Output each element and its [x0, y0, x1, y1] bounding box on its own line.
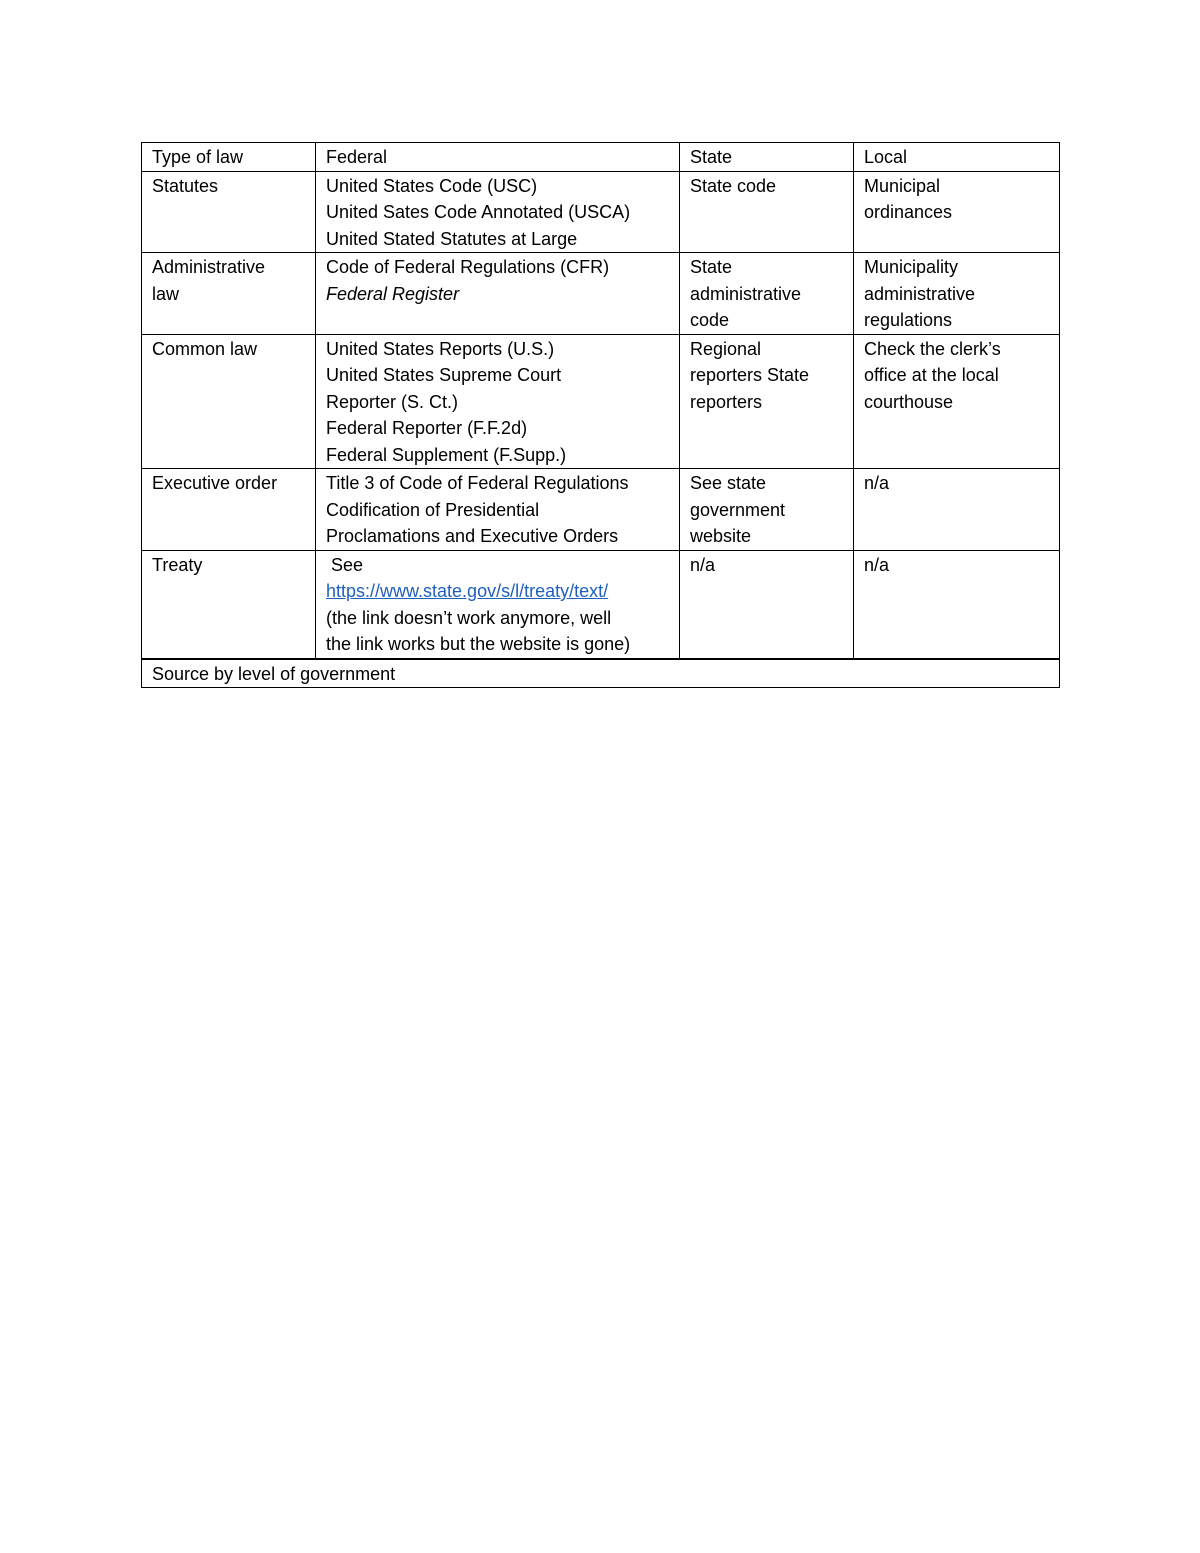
cell-line: n/a	[690, 554, 716, 575]
cell-line: Treaty	[152, 554, 203, 575]
cell-line: See state	[690, 473, 767, 493]
cell-state	[680, 171, 854, 253]
cell-type	[142, 171, 316, 253]
table-row	[142, 550, 1060, 659]
cell-line: Federal Reporter (F.F.2d)	[326, 418, 528, 438]
cell-line: ordinances	[864, 202, 953, 222]
table-caption: Source by level of government	[142, 659, 1060, 688]
cell-line: n/a	[864, 473, 890, 493]
cell-line: the link works but the website is gone)	[326, 634, 631, 654]
table-row	[142, 253, 1060, 335]
cell-line: Reporter (S. Ct.)	[326, 391, 459, 412]
cell-type	[142, 550, 316, 659]
cell-state	[680, 550, 854, 659]
cell-line: Code of Federal Regulations (CFR)	[326, 257, 610, 277]
cell-federal	[316, 253, 680, 335]
cell-line: Executive order	[152, 473, 278, 493]
cell-line: Check the clerk’s	[864, 338, 1001, 359]
cell-line: administrative	[690, 283, 802, 304]
cell-line-italic: Federal Register	[326, 283, 460, 304]
cell-type	[142, 253, 316, 335]
cell-type	[142, 334, 316, 469]
cell-line: Common law	[152, 338, 258, 359]
cell-line: United States Reports (U.S.)	[326, 338, 555, 359]
cell-line: law	[152, 283, 180, 304]
cell-type	[142, 469, 316, 551]
cell-line: website	[690, 526, 752, 546]
cell-line: United States Code (USC)	[326, 175, 538, 196]
cell-federal	[316, 550, 680, 659]
cell-state	[680, 334, 854, 469]
cell-federal	[316, 469, 680, 551]
cell-line: Administrative	[152, 257, 266, 277]
header-state: State	[680, 143, 854, 172]
cell-line: Proclamations and Executive Orders	[326, 526, 619, 546]
cell-line: code	[690, 310, 730, 330]
cell-federal	[316, 334, 680, 469]
cell-line: United Stated Statutes at Large	[326, 228, 578, 249]
cell-line: Title 3 of Code of Federal Regulations	[326, 473, 629, 493]
cell-local	[854, 171, 1060, 253]
table-header-row	[142, 143, 1060, 172]
cell-local	[854, 334, 1060, 469]
cell-state	[680, 469, 854, 551]
cell-line: regulations	[864, 310, 953, 330]
cell-line: Municipal	[864, 175, 941, 196]
table-row	[142, 334, 1060, 469]
cell-line: See	[326, 554, 364, 575]
cell-line: Municipality	[864, 257, 959, 277]
cell-line: Federal Supplement (F.Supp.)	[326, 444, 567, 465]
cell-line: Statutes	[152, 175, 219, 196]
cell-line: United States Supreme Court	[326, 365, 562, 385]
cell-line: State	[690, 257, 733, 277]
cell-line: government	[690, 499, 786, 520]
cell-local	[854, 550, 1060, 659]
cell-state	[680, 253, 854, 335]
cell-line: State code	[690, 175, 777, 196]
treaty-text-link[interactable]: https://www.state.gov/s/l/treaty/text/	[326, 581, 609, 601]
table-row	[142, 171, 1060, 253]
cell-line: Codification of Presidential	[326, 499, 540, 520]
cell-line: courthouse	[864, 391, 954, 412]
cell-line: reporters	[690, 391, 763, 412]
cell-line: office at the local	[864, 365, 999, 385]
table-row	[142, 469, 1060, 551]
cell-line: United Sates Code Annotated (USCA)	[326, 202, 631, 222]
law-sources-table	[141, 142, 1060, 688]
cell-line: administrative	[864, 283, 976, 304]
cell-line: n/a	[864, 554, 890, 575]
cell-line: (the link doesn’t work anymore, well	[326, 607, 612, 628]
cell-line: reporters State	[690, 365, 810, 385]
cell-line: Regional	[690, 338, 762, 359]
header-federal: Federal	[316, 143, 680, 172]
cell-local	[854, 469, 1060, 551]
header-local: Local	[854, 143, 1060, 172]
header-type-of-law: Type of law	[142, 143, 316, 172]
table-caption-row	[142, 659, 1060, 688]
cell-local	[854, 253, 1060, 335]
cell-federal	[316, 171, 680, 253]
